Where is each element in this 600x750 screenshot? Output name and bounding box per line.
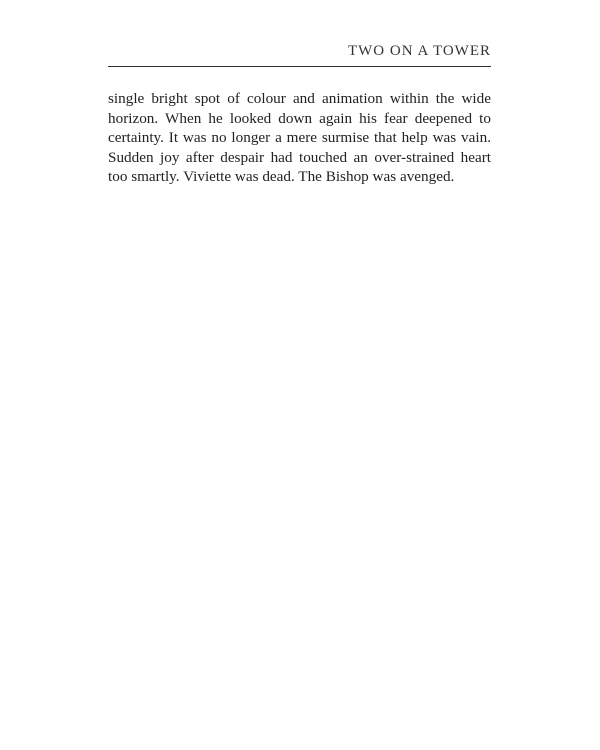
text-line: Sudden joy after despair had touched an over-strained heart [108, 148, 491, 166]
header-rule [108, 66, 491, 67]
text-line: certainty. It was no longer a mere surmise that help was vain. [108, 129, 491, 147]
text-line: too smartly. Viviette was dead. The Bishop was avenged. [108, 168, 455, 186]
running-head-title: TWO ON A TOWER [347, 43, 491, 59]
text-line: horizon. When he looked down again his fear deepened to [108, 109, 491, 127]
text-line: single bright spot of colour and animation within the wide [108, 90, 491, 107]
body-paragraph [108, 89, 491, 187]
